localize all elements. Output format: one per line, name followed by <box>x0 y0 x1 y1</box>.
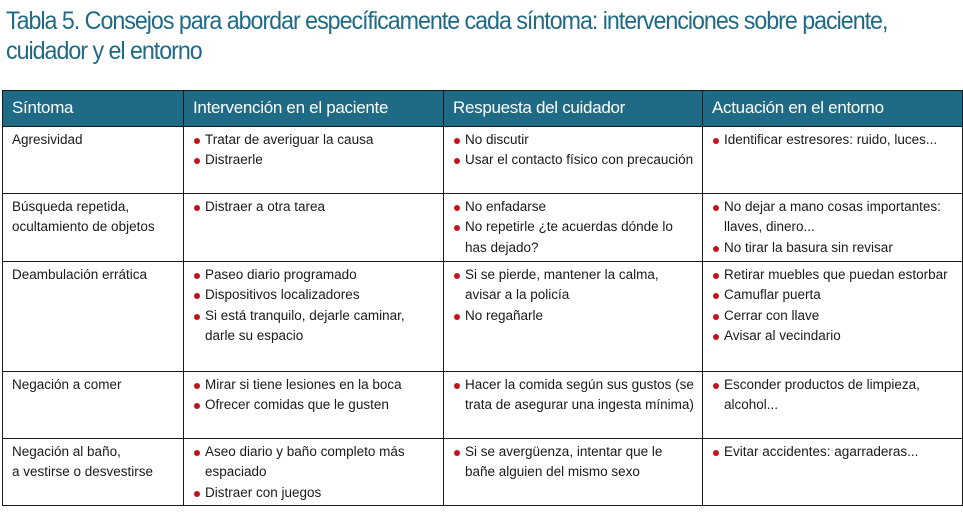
symptom-cell <box>3 262 184 372</box>
patient-cell <box>184 262 444 372</box>
list-item: Ofrecer comidas que le gusten <box>193 395 437 415</box>
environment-cell <box>703 372 963 439</box>
list-item: Si se pierde, mantener la calma, avisar a la policía <box>453 265 696 306</box>
list-item: No regañarle <box>453 306 696 326</box>
patient-cell <box>184 439 444 506</box>
symptom-cell <box>3 372 184 439</box>
symptom-cell <box>3 439 184 506</box>
environment-cell <box>703 127 963 194</box>
list-item: Si está tranquilo, dejarle caminar, darle su espacio <box>193 306 437 347</box>
table-row <box>3 262 963 372</box>
list-item: No repetirle ¿te acuerdas dónde lo has dejado? <box>453 217 696 258</box>
table-header-row <box>3 91 963 127</box>
list-item: Esconder productos de limpieza, alcohol... <box>712 375 956 416</box>
caregiver-cell <box>444 194 703 262</box>
symptom-text: Negación al baño, <box>12 444 121 459</box>
table-row <box>3 372 963 439</box>
list-item: No dejar a mano cosas importantes: llaves, dinero... <box>712 197 956 238</box>
list-item: Avisar al vecindario <box>712 326 956 346</box>
list-item: Distraerle <box>193 150 437 170</box>
list-item: Camuflar puerta <box>712 285 956 305</box>
header-patient-intervention: Intervención en el paciente <box>184 91 444 127</box>
list-item: Si se avergüenza, intentar que le bañe alguien del mismo sexo <box>453 442 696 483</box>
environment-cell <box>703 262 963 372</box>
symptom-text: Negación a comer <box>12 377 122 392</box>
table-row <box>3 127 963 194</box>
list-item: Identificar estresores: ruido, luces... <box>712 130 956 150</box>
list-item: Hacer la comida según sus gustos (se trata de asegurar una ingesta mínima) <box>453 375 696 416</box>
list-item: Distraer a otra tarea <box>193 197 437 217</box>
list-item: No discutir <box>453 130 696 150</box>
list-item: Evitar accidentes: agarraderas... <box>712 442 956 462</box>
patient-cell <box>184 372 444 439</box>
list-item: Tratar de averiguar la causa <box>193 130 437 150</box>
caregiver-cell <box>444 372 703 439</box>
header-caregiver-response: Respuesta del cuidador <box>444 91 703 127</box>
caregiver-cell <box>444 262 703 372</box>
list-item: Dispositivos localizadores <box>193 285 437 305</box>
symptom-text: Búsqueda repetida, <box>12 199 130 214</box>
symptom-advice-table <box>2 90 963 506</box>
header-symptom: Síntoma <box>3 91 184 127</box>
symptom-cell <box>3 127 184 194</box>
list-item: Retirar muebles que puedan estorbar <box>712 265 956 285</box>
patient-cell <box>184 127 444 194</box>
list-item: Aseo diario y baño completo más espaciado <box>193 442 437 483</box>
list-item: Distraer con juegos <box>193 483 437 503</box>
environment-cell <box>703 439 963 506</box>
table-row <box>3 194 963 262</box>
environment-cell <box>703 194 963 262</box>
table-title: Tabla 5. Consejos para abordar específicamente cada síntoma: intervenciones sobre paciente, cuidador y el entorno <box>6 7 888 65</box>
list-item: Mirar si tiene lesiones en la boca <box>193 375 437 395</box>
caregiver-cell <box>444 439 703 506</box>
list-item: Paseo diario programado <box>193 265 437 285</box>
header-environment-action: Actuación en el entorno <box>703 91 963 127</box>
symptom-text: Deambulación errática <box>12 267 148 282</box>
symptom-text: a vestirse o desvestirse <box>12 464 154 480</box>
patient-cell <box>184 194 444 262</box>
list-item: Usar el contacto físico con precaución <box>453 150 696 170</box>
table-row <box>3 439 963 506</box>
symptom-cell <box>3 194 184 262</box>
list-item: No tirar la basura sin revisar <box>712 238 956 258</box>
list-item: Cerrar con llave <box>712 306 956 326</box>
list-item: No enfadarse <box>453 197 696 217</box>
symptom-text: Agresividad <box>12 132 83 147</box>
caregiver-cell <box>444 127 703 194</box>
symptom-text: ocultamiento de objetos <box>12 219 155 235</box>
